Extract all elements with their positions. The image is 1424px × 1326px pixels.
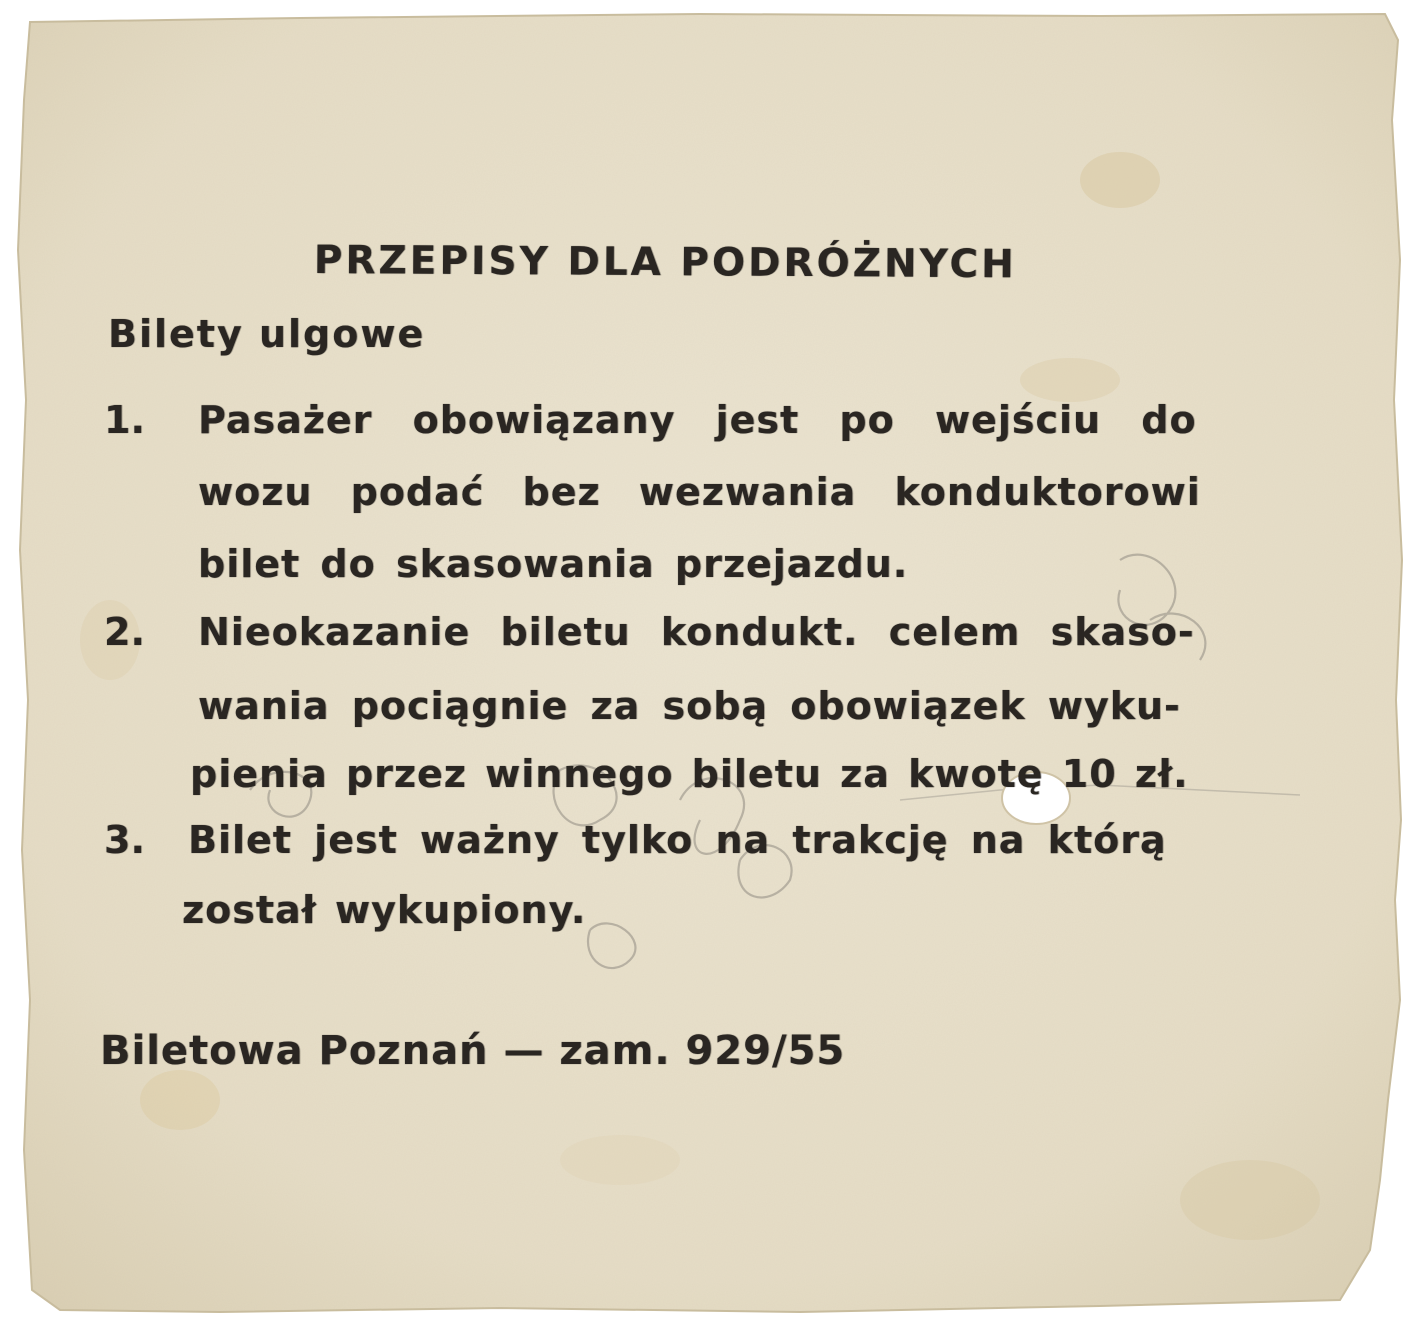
printer-imprint: Biletowa Poznań — zam. 929/55 xyxy=(100,1028,846,1074)
rule-1-number: 1. xyxy=(104,398,145,442)
rule-3-number: 3. xyxy=(104,818,145,862)
rule-3-line-1: Bilet jest ważny tylko na trakcję na którą xyxy=(188,818,1167,862)
rule-2-number: 2. xyxy=(104,610,145,654)
rule-2-line-3: pienia przez winnego biletu za kwotę 10 zł. xyxy=(190,752,1189,796)
rule-1-line-2: wozu podać bez wezwania konduktorowi xyxy=(198,470,1201,514)
rule-1-line-1: Pasażer obowiązany jest po wejściu do xyxy=(198,398,1197,442)
document-title: PRZEPISY DLA PODRÓŻNYCH xyxy=(313,238,1017,288)
rule-1-line-3: bilet do skasowania przejazdu. xyxy=(198,542,909,586)
document-subtitle: Bilety ulgowe xyxy=(108,312,426,356)
rule-3-line-2: został wykupiony. xyxy=(182,888,587,932)
rule-2-line-2: wania pociągnie za sobą obowiązek wyku- xyxy=(198,684,1181,728)
rule-2-line-1: Nieokazanie biletu kondukt. celem skaso- xyxy=(198,610,1195,654)
